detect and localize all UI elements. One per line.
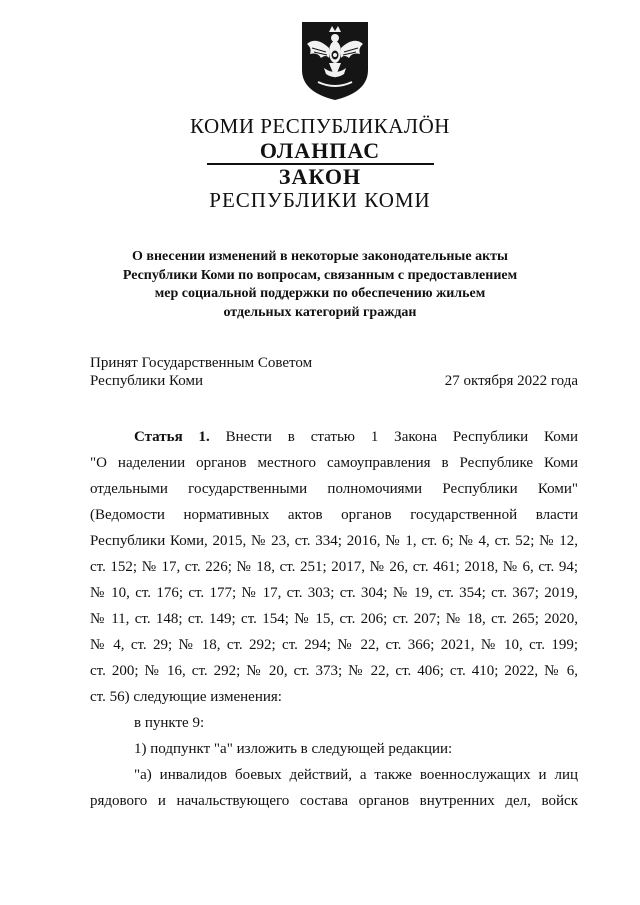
article-line: Республики Коми, 2015, № 23, ст. 334; 2016, № 1, ст. 6; № 4, ст. 52; № 12, xyxy=(90,533,578,549)
law-title-line: Республики Коми по вопросам, связанным с предоставлением xyxy=(122,267,518,283)
article-first-line-text: Внести в статью 1 Закона Республики Коми xyxy=(225,429,578,445)
article-line: ст. 200; № 16, ст. 292; № 20, ст. 373; № 22, ст. 406; ст. 410; 2022, № 6, xyxy=(90,663,578,679)
article-line: № 4, ст. 29; № 18, ст. 292; ст. 294; № 22, ст. 366; 2021, № 10, ст. 199; xyxy=(90,637,578,653)
article-line: ст. 56) следующие изменения: xyxy=(90,689,282,705)
article-line: отдельными государственными полномочиями Республики Коми" xyxy=(90,481,578,497)
header-olanpas: ОЛАНПАС xyxy=(259,138,381,163)
law-title xyxy=(0,248,640,322)
law-title-line: мер социальной поддержки по обеспечению жильем xyxy=(154,286,486,301)
article-point: в пункте 9: xyxy=(134,715,205,731)
adoption-date: 27 октября 2022 года xyxy=(444,373,578,389)
header-zakon: ЗАКОН xyxy=(278,164,362,189)
article-first-line xyxy=(90,424,578,450)
article-subpoint: 1) подпункт "а" изложить в следующей редакции: xyxy=(134,741,453,757)
article-line: "О наделении органов местного самоуправления в Республике Коми xyxy=(90,455,578,471)
header-republic-line: РЕСПУБЛИКИ КОМИ xyxy=(209,188,431,212)
article-line: № 11, ст. 148; ст. 149; ст. 154; № 15, ст. 206; ст. 207; № 18, ст. 265; 2020, xyxy=(90,611,578,627)
law-title-line: О внесении изменений в некоторые законодательные акты xyxy=(132,249,508,264)
article-line: ст. 152; № 17, ст. 226; № 18, ст. 251; 2017, № 26, ст. 461; 2018, № 6, ст. 94; xyxy=(90,559,578,575)
adoption-line: Республики Коми xyxy=(90,373,203,389)
adoption-info xyxy=(90,354,312,390)
article-line: № 10, ст. 176; ст. 177; № 17, ст. 303; ст. 304; № 19, ст. 354; ст. 367; 2019, xyxy=(90,585,578,601)
article-line: (Ведомости нормативных актов органов государственной власти xyxy=(90,507,578,523)
komi-coat-of-arms-icon xyxy=(298,18,372,102)
article-quote-line: "а) инвалидов боевых действий, а также военнослужащих и лиц xyxy=(134,767,578,783)
article-label: Статья 1. xyxy=(134,429,210,445)
header-komi-line: КОМИ РЕСПУБЛИКАЛÖН xyxy=(190,114,450,138)
article-quote-line: рядового и начальствующего состава органов внутренних дел, войск xyxy=(90,793,578,809)
article-body xyxy=(90,424,578,814)
law-title-line: отдельных категорий граждан xyxy=(223,304,417,320)
adoption-line: Принят Государственным Советом xyxy=(90,355,313,371)
